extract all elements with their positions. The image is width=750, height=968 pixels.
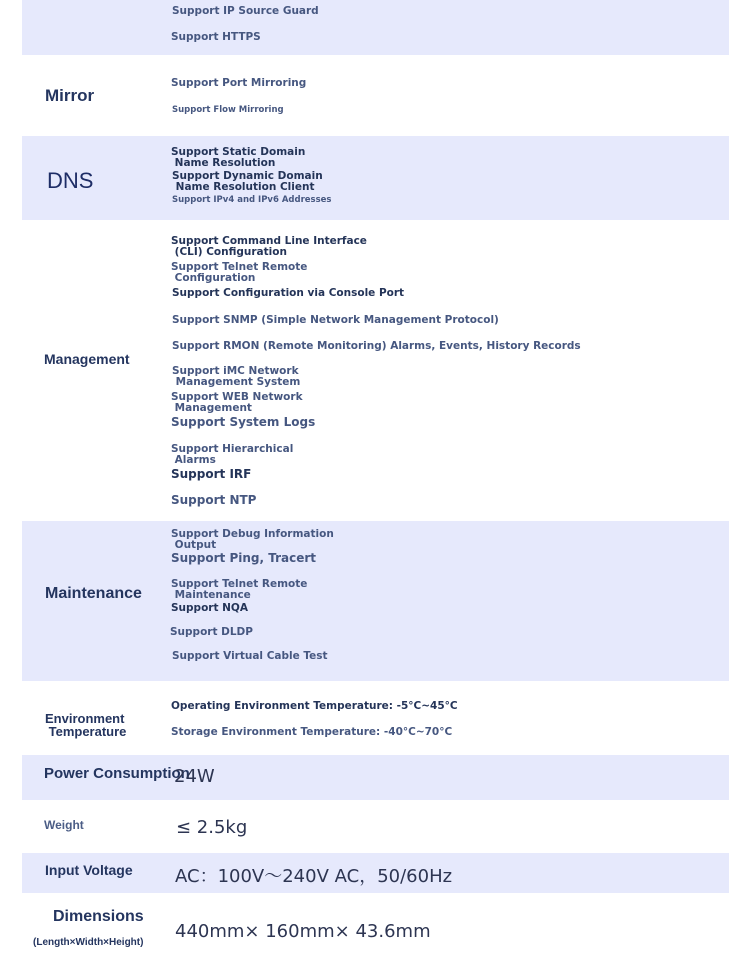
management-item: Support RMON (Remote Monitoring) Alarms, Events, History Records [172, 340, 581, 352]
power-value: 24W [174, 766, 215, 787]
management-item: Support Configuration via Console Port [172, 287, 405, 299]
management-item: Support Telnet Remote Configuration [171, 261, 308, 284]
security-item: Support HTTPS [171, 31, 261, 43]
management-item: Support WEB Network Management [171, 391, 303, 414]
dns-item: Support IPv4 and IPv6 Addresses [172, 195, 332, 205]
environment-item: Operating Environment Temperature: -5°C~45°C [171, 700, 458, 712]
mirror-item: Support Flow Mirroring [172, 105, 284, 115]
dns-label: DNS [47, 168, 94, 193]
management-item: Support Command Line Interface (CLI) Configuration [171, 235, 367, 258]
weight-label: Weight [44, 818, 84, 832]
environment-item: Storage Environment Temperature: -40°C~70°C [171, 726, 453, 738]
management-item: Support Hierarchical Alarms [171, 443, 294, 466]
management-item: Support SNMP (Simple Network Management Protocol) [172, 314, 499, 326]
mirror-label: Mirror [45, 86, 95, 105]
maintenance-item: Support NQA [171, 602, 248, 614]
maintenance-item: Support DLDP [170, 626, 253, 638]
power-label: Power Consumption [44, 765, 190, 782]
management-item: Support IRF [171, 467, 252, 481]
management-item: Support NTP [171, 493, 257, 507]
maintenance-item: Support Virtual Cable Test [172, 650, 328, 662]
management-item: Support iMC Network Management System [172, 365, 301, 388]
dns-item: Support Static Domain Name Resolution [171, 146, 306, 169]
management-item: Support System Logs [171, 415, 316, 429]
security-item: Support IP Source Guard [172, 5, 319, 17]
dimensions-sublabel: (Length×Width×Height) [33, 937, 144, 948]
dimensions-value: 440mm× 160mm× 43.6mm [175, 921, 431, 942]
maintenance-label: Maintenance [45, 585, 142, 602]
weight-value: ≤ 2.5kg [176, 817, 248, 838]
environment-label: Environment Temperature [45, 711, 127, 739]
voltage-value: AC：100V～240V AC，50/60Hz [175, 866, 453, 887]
maintenance-item: Support Debug Information Output [171, 528, 334, 551]
security-row-band [22, 0, 729, 55]
maintenance-item: Support Telnet Remote Maintenance [171, 578, 308, 601]
management-label: Management [44, 351, 130, 367]
dns-row-band [22, 136, 729, 220]
dimensions-label: Dimensions [53, 908, 144, 925]
maintenance-item: Support Ping, Tracert [171, 551, 317, 565]
mirror-item: Support Port Mirroring [171, 77, 307, 89]
voltage-label: Input Voltage [45, 862, 133, 878]
dns-item: Support Dynamic Domain Name Resolution Client [172, 170, 323, 193]
